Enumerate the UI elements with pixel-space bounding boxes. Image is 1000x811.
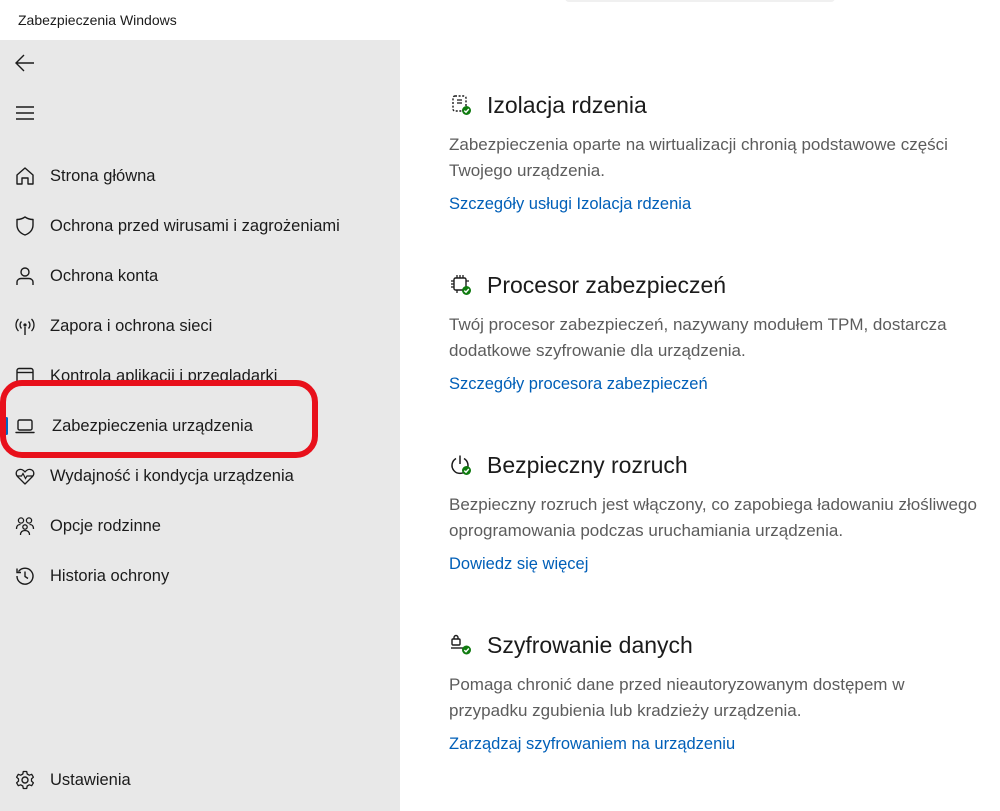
section-title: Izolacja rdzenia	[487, 91, 647, 118]
section-title: Procesor zabezpieczeń	[487, 271, 727, 298]
section-header	[449, 90, 989, 120]
gear-icon	[13, 768, 37, 792]
shield-icon	[13, 214, 37, 238]
sidebar-item-label: Wydajność i kondycja urządzenia	[50, 466, 294, 485]
section-description: Bezpieczny rozruch jest włączony, co zapobiega ładowaniu złośliwego oprogramowania podczas uruchamiania urządzenia.	[449, 495, 977, 540]
sidebar-item-virus-protection[interactable]	[0, 206, 400, 246]
hamburger-menu-icon	[14, 102, 36, 129]
active-indicator	[5, 417, 8, 435]
back-button[interactable]	[10, 50, 40, 80]
sidebar	[0, 40, 400, 811]
section-header	[449, 450, 989, 480]
core-isolation-details-link[interactable]: Szczegóły usługi Izolacja rdzenia	[449, 195, 692, 213]
top-search-hint	[565, 0, 835, 2]
title-bar	[0, 0, 1000, 40]
manage-encryption-link[interactable]: Zarządzaj szyfrowaniem na urządzeniu	[449, 735, 736, 753]
laptop-icon	[13, 414, 37, 438]
family-icon	[13, 514, 37, 538]
security-processor-icon	[449, 273, 473, 297]
sidebar-item-label: Strona główna	[50, 166, 156, 185]
sidebar-item-home[interactable]	[0, 156, 400, 196]
secure-boot-icon	[449, 453, 473, 477]
antenna-icon	[13, 314, 37, 338]
sidebar-item-label: Ustawienia	[50, 770, 131, 789]
sidebar-item-label: Ochrona przed wirusami i zagrożeniami	[50, 216, 340, 235]
section-header	[449, 630, 989, 660]
section-title: Szyfrowanie danych	[487, 631, 693, 658]
sidebar-item-firewall[interactable]	[0, 306, 400, 346]
learn-more-link[interactable]: Dowiedz się więcej	[449, 555, 589, 573]
section-description: Twój procesor zabezpieczeń, nazywany modułem TPM, dostarcza dodatkowe szyfrowanie dla urządzenia.	[449, 315, 947, 360]
section-secure-boot	[449, 450, 989, 574]
sidebar-item-label: Historia ochrony	[50, 566, 170, 585]
person-icon	[13, 264, 37, 288]
sidebar-item-protection-history[interactable]	[0, 556, 400, 596]
security-processor-details-link[interactable]: Szczegóły procesora zabezpieczeń	[449, 375, 708, 393]
sidebar-item-label: Zapora i ochrona sieci	[50, 316, 213, 335]
section-core-isolation	[449, 90, 989, 214]
history-icon	[13, 564, 37, 588]
section-title: Bezpieczny rozruch	[487, 451, 688, 478]
section-security-processor	[449, 270, 989, 394]
back-arrow-icon	[14, 52, 36, 79]
app-window-icon	[13, 364, 37, 388]
sidebar-item-label: Ochrona konta	[50, 266, 159, 285]
core-isolation-icon	[449, 93, 473, 117]
sidebar-item-family-options[interactable]	[0, 506, 400, 546]
section-description: Zabezpieczenia oparte na wirtualizacji chronią podstawowe części Twojego urządzenia.	[449, 135, 948, 180]
sidebar-item-performance-health[interactable]	[0, 456, 400, 496]
menu-button[interactable]	[10, 100, 40, 130]
sidebar-item-label: Zabezpieczenia urządzenia	[52, 416, 253, 435]
heart-pulse-icon	[13, 464, 37, 488]
section-data-encryption	[449, 630, 989, 754]
section-header	[449, 270, 989, 300]
window-title: Zabezpieczenia Windows	[18, 12, 177, 28]
sidebar-item-device-security[interactable]	[0, 406, 400, 446]
home-icon	[13, 164, 37, 188]
sidebar-item-settings[interactable]	[0, 760, 400, 800]
sidebar-item-label: Kontrola aplikacji i przeglądarki	[50, 366, 278, 385]
data-encryption-icon	[449, 633, 473, 657]
sidebar-item-label: Opcje rodzinne	[50, 516, 161, 535]
section-description: Pomaga chronić dane przed nieautoryzowanym dostępem w przypadku zgubienia lub kradzieży urządzenia.	[449, 675, 905, 720]
sidebar-item-app-browser-control[interactable]	[0, 356, 400, 396]
sidebar-item-account-protection[interactable]	[0, 256, 400, 296]
